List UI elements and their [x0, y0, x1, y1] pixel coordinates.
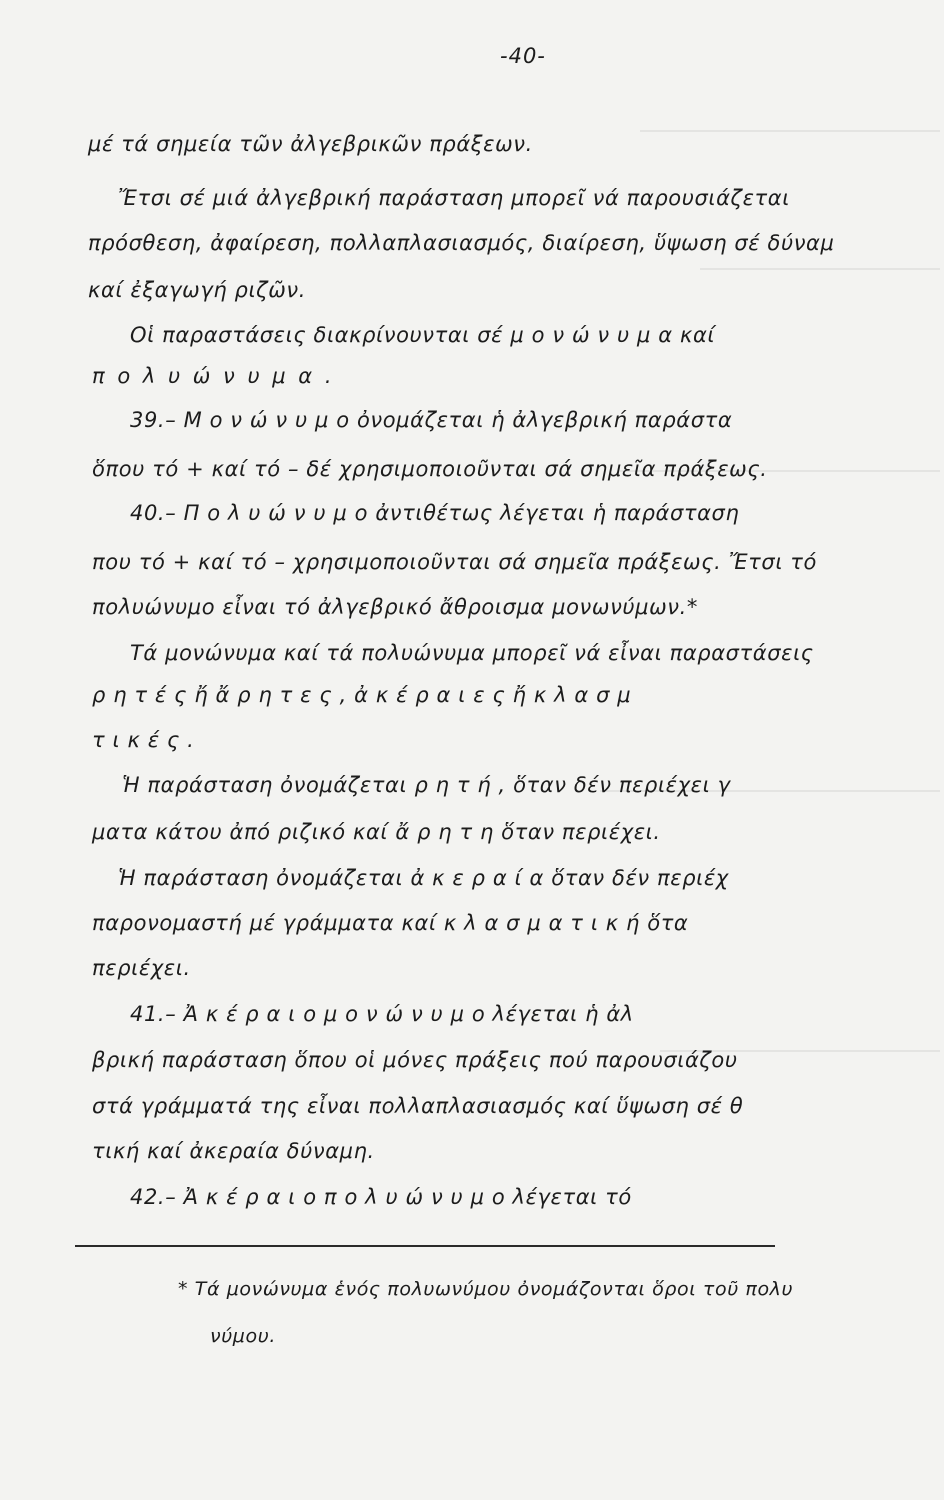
text-line: περιέχει. [92, 956, 191, 980]
text-line: ρ η τ έ ς ἤ ἄ ρ η τ ε ς , ἀ κ έ ρ α ι ε ς ἤ κ λ α σ μ [92, 683, 632, 707]
bleed-through-mark [700, 268, 940, 270]
text-line: Ἡ παράσταση ὀνομάζεται ἀ κ ε ρ α ί α ὅταν δέν περιέχ [118, 866, 729, 890]
text-line: πολυώνυμο εἶναι τό ἀλγεβρικό ἄθροισμα μονωνύμων.* [92, 595, 699, 619]
footnote-line: * Τά μονώνυμα ἑνός πολυωνύμου ὀνομάζονται ὅροι τοῦ πολυ [178, 1278, 794, 1300]
text-line: Ἡ παράσταση ὀνομάζεται ρ η τ ή , ὅταν δέν περιέχει γ [122, 773, 731, 797]
text-line: Οἱ παραστάσεις διακρίνουνται σέ μ ο ν ώ ν υ μ α καί [130, 323, 716, 347]
footnote-separator [75, 1245, 775, 1247]
text-line: μέ τά σημεία τῶν ἀλγεβρικῶν πράξεων. [88, 132, 533, 156]
text-line: Τά μονώνυμα καί τά πολυώνυμα μπορεῖ νά εἶναι παραστάσεις [130, 641, 814, 665]
text-line: τική καί ἀκεραία δύναμη. [92, 1139, 375, 1163]
page-number: -40- [500, 44, 546, 68]
text-line: Ἔτσι σέ μιά ἀλγεβρική παράσταση μπορεῖ νά παρουσιάζεται [118, 186, 790, 210]
text-line: ματα κάτου ἀπό ριζικό καί ἄ ρ η τ η ὅταν περιέχει. [92, 820, 661, 844]
text-line: 42.– Ἀ κ έ ρ α ι ο π ο λ υ ώ ν υ μ ο λέγεται τό [130, 1185, 632, 1209]
text-line: που τό + καί τό – χρησιμοποιοῦνται σά σημεῖα πράξεως. Ἔτσι τό [92, 550, 817, 574]
text-line: π ο λ υ ώ ν υ μ α . [92, 364, 335, 388]
text-line: 40.– Π ο λ υ ώ ν υ μ ο ἀντιθέτως λέγεται ἡ παράσταση [130, 501, 740, 525]
text-line: βρική παράσταση ὅπου οἱ μόνες πράξεις πού παρουσιάζου [92, 1048, 738, 1072]
bleed-through-mark [640, 130, 940, 132]
text-line: παρονομαστή μέ γράμματα καί κ λ α σ μ α τ ι κ ή ὅτα [92, 911, 689, 935]
text-line: 41.– Ἀ κ έ ρ α ι ο μ ο ν ώ ν υ μ ο λέγεται ἡ ἀλ [130, 1002, 634, 1026]
text-line: στά γράμματά της εἶναι πολλαπλασιασμός καί ὕψωση σέ θ [92, 1094, 744, 1118]
text-line: πρόσθεση, ἀφαίρεση, πολλαπλασιασμός, διαίρεση, ὕψωση σέ δύναμ [88, 231, 835, 255]
text-line: καί ἐξαγωγή ριζῶν. [88, 278, 306, 302]
text-line: 39.– Μ ο ν ώ ν υ μ ο ὀνομάζεται ἡ ἀλγεβρική παράστα [130, 408, 733, 432]
text-line: τ ι κ έ ς . [92, 728, 195, 752]
text-line: ὅπου τό + καί τό – δέ χρησιμοποιοῦνται σά σημεῖα πράξεως. [92, 457, 768, 481]
footnote-line: νύμου. [210, 1325, 276, 1347]
